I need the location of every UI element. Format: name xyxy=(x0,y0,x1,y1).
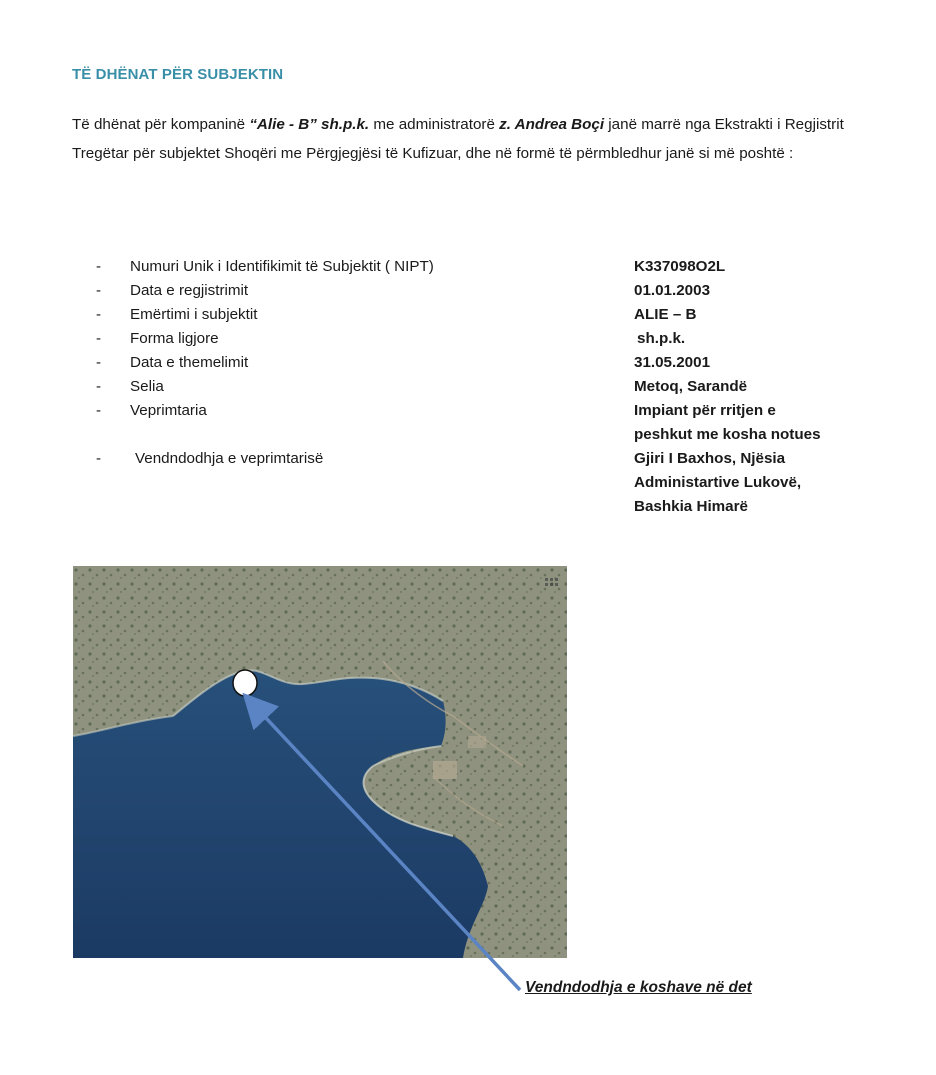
list-dash: - xyxy=(96,450,102,467)
map-caption: Vendndodhja e koshave në det xyxy=(525,979,752,996)
list-dash: - xyxy=(96,402,102,419)
info-row-nipt xyxy=(96,255,886,279)
info-label: Vendndodhja e veprimtarisë xyxy=(135,450,324,467)
info-row-activity xyxy=(96,399,886,447)
info-value: Gjiri I Baxhos, Njësia Administartive Lukovë, Bashkia Himarë xyxy=(634,450,802,515)
info-row-seat xyxy=(96,375,886,399)
list-dash: - xyxy=(96,258,102,275)
info-label: Veprimtaria xyxy=(130,402,207,419)
info-value: Impiant për rritjen e peshkut me kosha notues xyxy=(634,402,821,443)
info-row-legal-form xyxy=(96,327,886,351)
info-row-founding-date xyxy=(96,351,886,375)
info-value: 31.05.2001 xyxy=(634,354,711,371)
info-label: Selia xyxy=(130,378,164,395)
list-dash: - xyxy=(96,282,102,299)
info-value: 01.01.2003 xyxy=(634,282,711,299)
info-label: Data e regjistrimit xyxy=(130,282,249,299)
cage-location-marker xyxy=(233,670,257,696)
administrator-name: z. Andrea Boçi xyxy=(499,116,605,133)
info-value: K337098O2L xyxy=(634,258,726,275)
intro-paragraph xyxy=(72,110,862,168)
subject-info-list xyxy=(96,255,886,519)
info-label: Data e themelimit xyxy=(130,354,249,371)
list-dash: - xyxy=(96,330,102,347)
section-title: TË DHËNAT PËR SUBJEKTIN xyxy=(72,66,284,83)
info-label: Forma ligjore xyxy=(130,330,219,347)
company-name: “Alie - B” sh.p.k. xyxy=(249,116,370,133)
intro-text-2: me administratorë xyxy=(369,116,500,133)
satellite-map xyxy=(73,566,567,958)
info-label: Emërtimi i subjektit xyxy=(130,306,258,323)
info-label: Numuri Unik i Identifikimit të Subjektit ( NIPT) xyxy=(130,258,434,275)
intro-text-1: Të dhënat për kompaninë xyxy=(72,116,250,133)
info-value: Metoq, Sarandë xyxy=(634,378,748,395)
list-dash: - xyxy=(96,354,102,371)
info-value: sh.p.k. xyxy=(637,330,686,347)
info-value: ALIE – B xyxy=(634,306,697,323)
info-row-activity-location xyxy=(96,447,886,519)
list-dash: - xyxy=(96,306,102,323)
info-row-registration-date xyxy=(96,279,886,303)
info-row-subject-name xyxy=(96,303,886,327)
intro-text-3: janë marrë nga Ekstrakti i Regjistrit Tregëtar për subjektet Shoqëri me Përgjegjësi të Kufizuar, dhe në formë të përmbledhur janë si më poshtë : xyxy=(72,116,844,162)
list-dash: - xyxy=(96,378,102,395)
